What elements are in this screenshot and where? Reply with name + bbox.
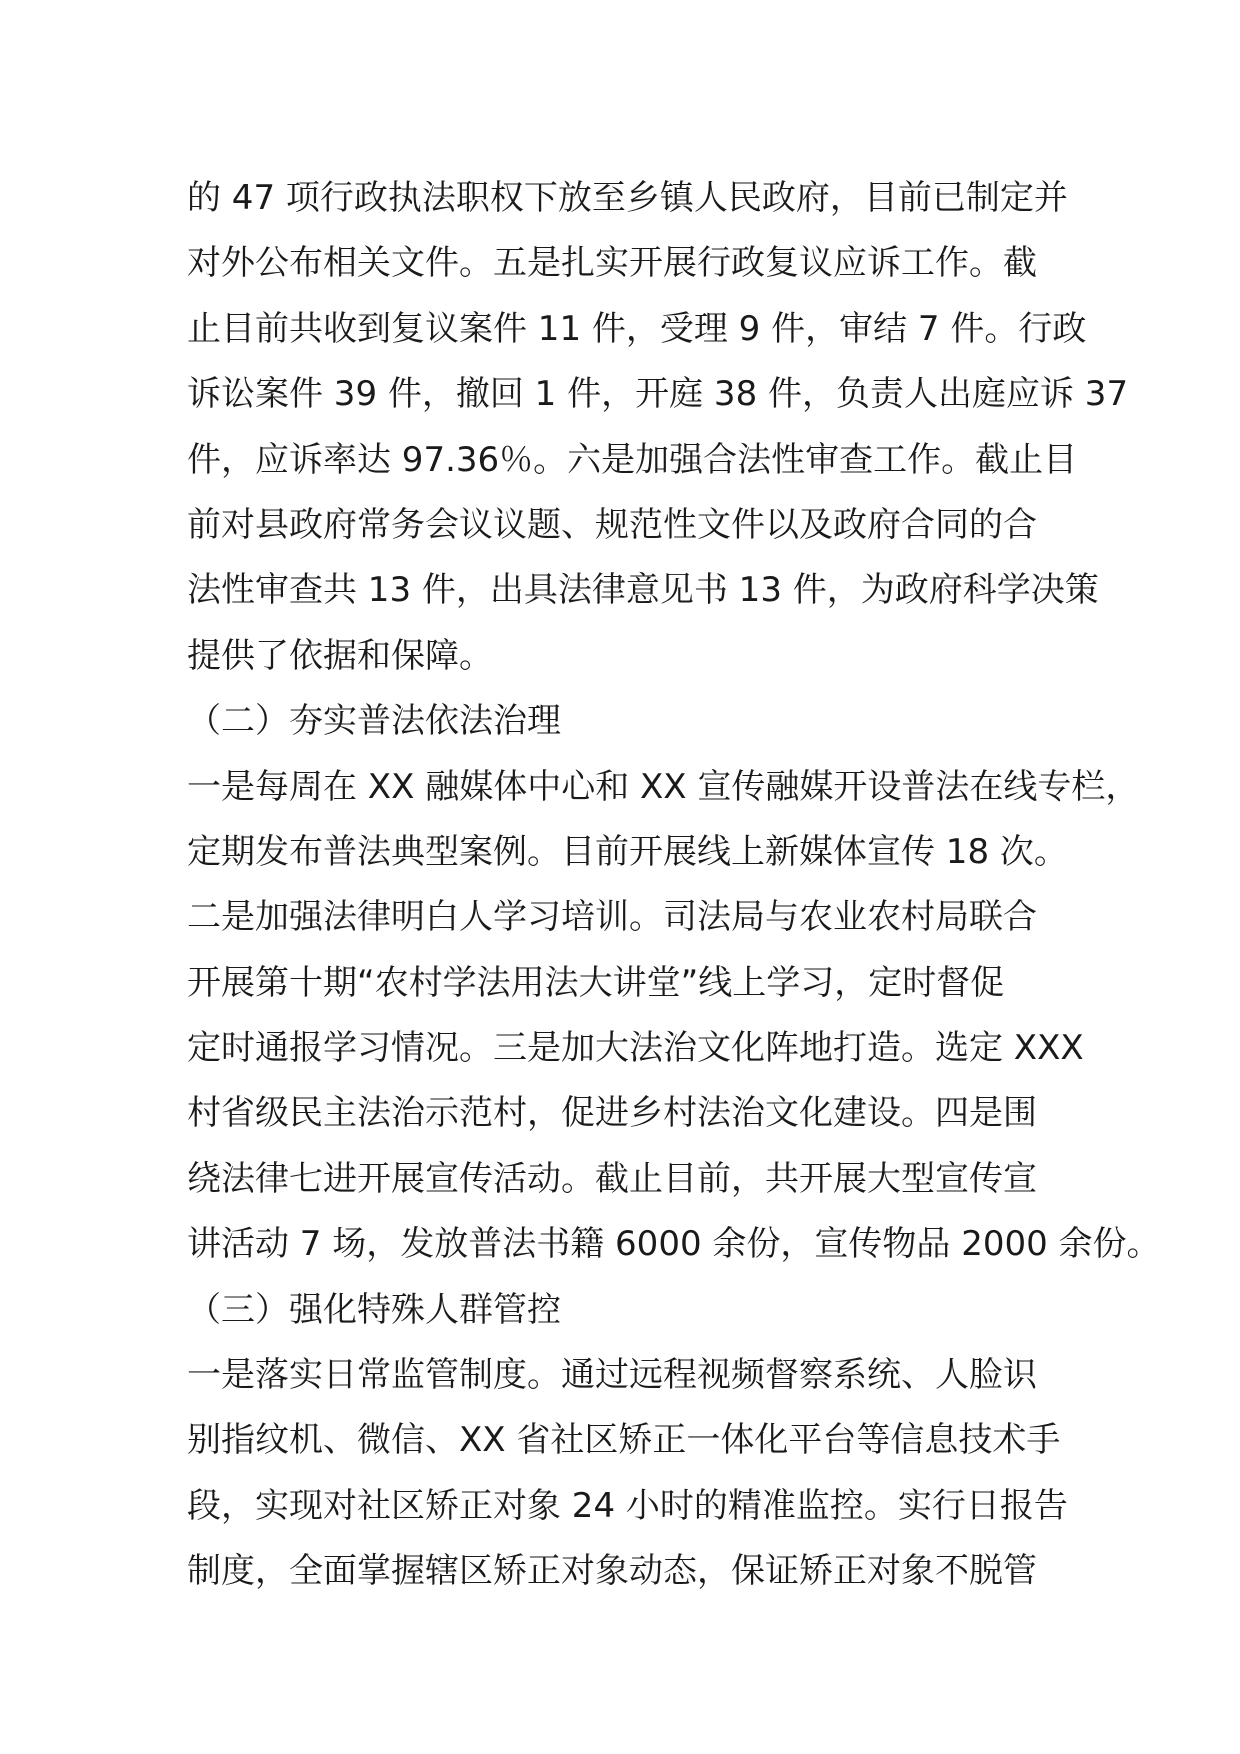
paragraph-line: 定时通报学习情况。三是加大法治文化阵地打造。选定 XXX xyxy=(187,1028,1084,1069)
paragraph-line: 定期发布普法典型案例。目前开展线上新媒体宣传 18 次。 xyxy=(187,831,1068,872)
paragraph-line: 对外公布相关文件。五是扎实开展行政复议应诉工作。截 xyxy=(187,243,1037,284)
paragraph-line: 绕法律七进开展宣传活动。截止目前，共开展大型宣传宣 xyxy=(187,1158,1037,1199)
paragraph-line: 止目前共收到复议案件 11 件，受理 9 件，审结 7 件。行政 xyxy=(187,308,1087,349)
paragraph-line: 村省级民主法治示范村，促进乡村法治文化建设。四是围 xyxy=(187,1093,1037,1134)
paragraph-line: 制度，全面掌握辖区矫正对象动态，保证矫正对象不脱管 xyxy=(187,1551,1037,1592)
paragraph-line: 别指纹机、微信、XX 省社区矫正一体化平台等信息技术手 xyxy=(187,1420,1061,1461)
paragraph-line: 前对县政府常务会议议题、规范性文件以及政府合同的合 xyxy=(187,504,1037,545)
paragraph-line: 提供了依据和保障。 xyxy=(187,635,493,676)
paragraph-line: 的 47 项行政执法职权下放至乡镇人民政府，目前已制定并 xyxy=(187,178,1068,218)
paragraph-line: 讲活动 7 场，发放普法书籍 6000 余份，宣传物品 2000 余份。 xyxy=(187,1224,1161,1265)
document-body xyxy=(187,166,1161,1605)
section-heading: （二）夯实普法依法治理 xyxy=(187,701,561,742)
section-heading: （三）强化特殊人群管控 xyxy=(187,1289,561,1330)
paragraph-line: 一是落实日常监管制度。通过远程视频督察系统、人脸识 xyxy=(187,1355,1037,1396)
paragraph-line: 开展第十期“农村学法用法大讲堂”线上学习，定时督促 xyxy=(187,962,1005,1003)
paragraph-line: 二是加强法律明白人学习培训。司法局与农业农村局联合 xyxy=(187,897,1037,938)
paragraph-line: 法性审查共 13 件，出具法律意见书 13 件，为政府科学决策 xyxy=(187,570,1099,611)
paragraph-line: 诉讼案件 39 件，撤回 1 件，开庭 38 件，负责人出庭应诉 37 xyxy=(187,374,1129,415)
paragraph-line: 件，应诉率达 97.36％。六是加强合法性审查工作。截止目 xyxy=(187,439,1078,480)
paragraph-line: 一是每周在 XX 融媒体中心和 XX 宣传融媒开设普法在线专栏， xyxy=(187,766,1140,807)
paragraph-line: 段，实现对社区矫正对象 24 小时的精准监控。实行日报告 xyxy=(187,1485,1068,1526)
